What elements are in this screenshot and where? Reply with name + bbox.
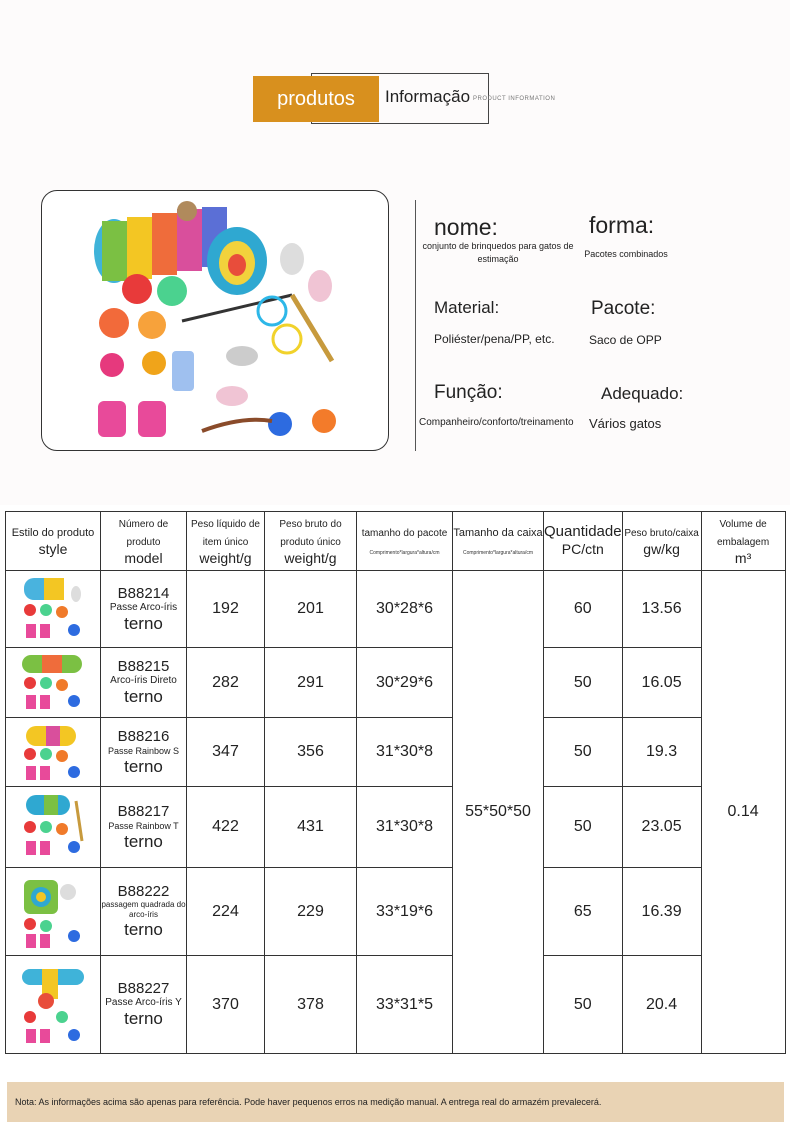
model-cell: B88217 Passe Rainbow T terno bbox=[101, 787, 187, 868]
style-thumbnail bbox=[6, 571, 101, 648]
disclaimer-note: Nota: As informações acima são apenas para referência. Pode haver pequenos erros na medição manual. A entrega real do armazém prevalecerá. bbox=[7, 1082, 784, 1122]
model-cell: B88222 passagem quadrada do arco-íris terno bbox=[101, 868, 187, 956]
style-thumbnail bbox=[6, 956, 101, 1054]
model-cell: B88216 Passe Rainbow S terno bbox=[101, 718, 187, 787]
net-weight-cell: 370 bbox=[187, 956, 265, 1054]
package-size-cell: 31*30*8 bbox=[357, 718, 453, 787]
spec-forma-value: Pacotes combinados bbox=[584, 249, 668, 259]
divider-line bbox=[415, 200, 416, 451]
header-net-weight: Peso líquido de item único weight/g bbox=[187, 512, 265, 571]
header-carton-weight: Peso bruto/caixa gw/kg bbox=[622, 512, 701, 571]
gross-weight-cell: 201 bbox=[265, 571, 357, 648]
quantity-cell: 50 bbox=[544, 718, 623, 787]
spec-pacote-label: Pacote: bbox=[591, 298, 656, 319]
header-subtitle: PRODUCT INFORMATION bbox=[473, 96, 556, 102]
carton-weight-cell: 20.4 bbox=[622, 956, 701, 1054]
spec-adequado-value: Vários gatos bbox=[589, 416, 662, 431]
quantity-cell: 60 bbox=[544, 571, 623, 648]
package-size-cell: 31*30*8 bbox=[357, 787, 453, 868]
table-header-row bbox=[6, 512, 786, 571]
package-size-cell: 33*31*5 bbox=[357, 956, 453, 1054]
table-row bbox=[6, 868, 786, 956]
spec-nome-value: conjunto de brinquedos para gatos de estimação bbox=[422, 241, 574, 264]
net-weight-cell: 224 bbox=[187, 868, 265, 956]
header-carton-size: Tamanho da caixa Comprimento*largura*altura/cm bbox=[453, 512, 544, 571]
style-thumbnail bbox=[6, 868, 101, 956]
spec-funcao-value: Companheiro/conforto/treinamento bbox=[419, 417, 574, 428]
header-quantity: Quantidade PC/ctn bbox=[544, 512, 623, 571]
product-table bbox=[5, 511, 786, 1054]
spec-nome-label: nome: bbox=[434, 214, 498, 240]
gross-weight-cell: 291 bbox=[265, 648, 357, 718]
package-size-cell: 33*19*6 bbox=[357, 868, 453, 956]
model-cell: B88215 Arco-íris Direto terno bbox=[101, 648, 187, 718]
quantity-cell: 50 bbox=[544, 787, 623, 868]
product-image bbox=[41, 190, 389, 451]
gross-weight-cell: 378 bbox=[265, 956, 357, 1054]
header-tag: produtos bbox=[253, 76, 379, 122]
net-weight-cell: 422 bbox=[187, 787, 265, 868]
style-thumbnail bbox=[6, 718, 101, 787]
package-size-cell: 30*28*6 bbox=[357, 571, 453, 648]
section-header bbox=[253, 73, 556, 125]
volume-cell: 0.14 bbox=[701, 571, 785, 1054]
carton-weight-cell: 13.56 bbox=[622, 571, 701, 648]
net-weight-cell: 282 bbox=[187, 648, 265, 718]
gross-weight-cell: 356 bbox=[265, 718, 357, 787]
carton-weight-cell: 23.05 bbox=[622, 787, 701, 868]
net-weight-cell: 192 bbox=[187, 571, 265, 648]
package-size-cell: 30*29*6 bbox=[357, 648, 453, 718]
quantity-cell: 50 bbox=[544, 956, 623, 1054]
carton-weight-cell: 16.39 bbox=[622, 868, 701, 956]
header-volume: Volume de embalagem m³ bbox=[701, 512, 785, 571]
style-thumbnail bbox=[6, 648, 101, 718]
carton-weight-cell: 19.3 bbox=[622, 718, 701, 787]
spec-material-label: Material: bbox=[434, 298, 500, 317]
spec-pacote-value: Saco de OPP bbox=[589, 333, 662, 347]
net-weight-cell: 347 bbox=[187, 718, 265, 787]
spec-adequado-label: Adequado: bbox=[601, 384, 684, 403]
table-row bbox=[6, 787, 786, 868]
gross-weight-cell: 431 bbox=[265, 787, 357, 868]
carton-weight-cell: 16.05 bbox=[622, 648, 701, 718]
table-row bbox=[6, 718, 786, 787]
table-row bbox=[6, 956, 786, 1054]
spec-funcao-label: Função: bbox=[434, 382, 503, 403]
spec-forma-label: forma: bbox=[589, 212, 655, 238]
quantity-cell: 65 bbox=[544, 868, 623, 956]
header-style: Estilo do produto style bbox=[6, 512, 101, 571]
model-cell: B88214 Passe Arco-íris terno bbox=[101, 571, 187, 648]
header-gross-weight: Peso bruto do produto único weight/g bbox=[265, 512, 357, 571]
spec-material-value: Poliéster/pena/PP, etc. bbox=[434, 332, 555, 346]
header-model: Número de produto model bbox=[101, 512, 187, 571]
header-title: Informação bbox=[385, 87, 471, 106]
carton-size-cell: 55*50*50 bbox=[453, 571, 544, 1054]
table-row bbox=[6, 648, 786, 718]
model-cell: B88227 Passe Arco-íris Y terno bbox=[101, 956, 187, 1054]
style-thumbnail bbox=[6, 787, 101, 868]
quantity-cell: 50 bbox=[544, 648, 623, 718]
table-row bbox=[6, 571, 786, 648]
gross-weight-cell: 229 bbox=[265, 868, 357, 956]
header-package-size: tamanho do pacote Comprimento*largura*altura/cm bbox=[357, 512, 453, 571]
